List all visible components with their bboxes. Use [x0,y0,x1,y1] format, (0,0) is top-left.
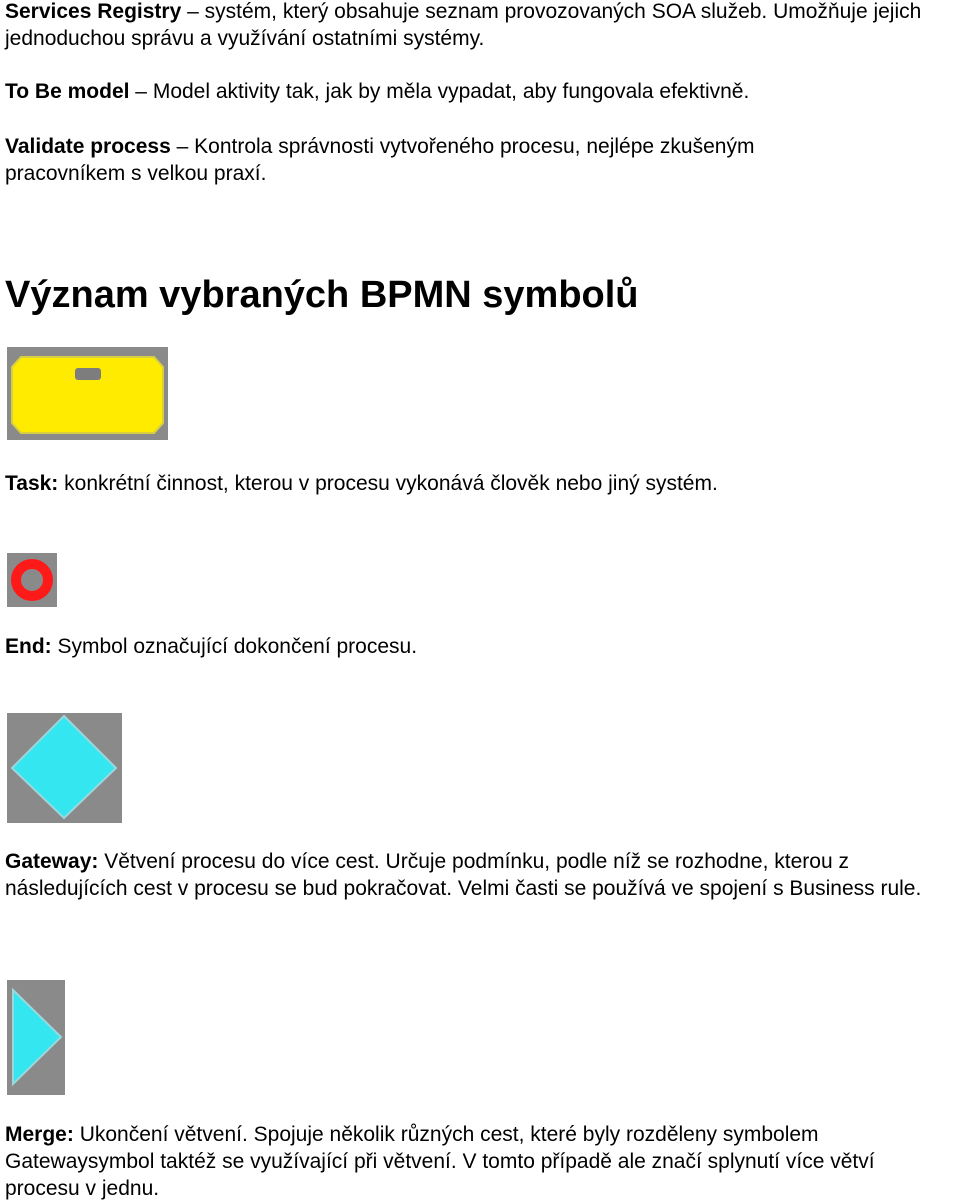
merge-triangle-icon [7,980,65,1095]
task-text: konkrétní činnost, kterou v procesu vykonává člověk nebo jiný systém. [64,472,718,495]
end-term: End: [5,635,52,658]
end-event-circle-icon [7,553,57,607]
task-rectangle-icon [7,347,168,440]
task-description [5,470,955,497]
validate-process-dash: – [176,135,189,158]
validate-process-text: Kontrola správnosti vytvořeného procesu, nejlépe zkušeným pracovníkem s velkou praxí. [5,135,755,185]
validate-process-paragraph [5,133,865,187]
end-text: Symbol označující dokončení procesu. [57,635,418,658]
merge-text: Ukončení větvení. Spojuje několik různých cest, které byly rozděleny symbolem Gatewaysymbol taktéž se využívající při větvení. V tomto případě ale značí splynutí více větví procesu v jednu. [5,1123,875,1200]
gateway-term: Gateway: [5,850,99,873]
gateway-text: Větvení procesu do více cest. Určuje podmínku, podle níž se rozhodne, kterou z následujících cest v procesu se bud pokračovat. Velmi časti se používá ve spojení s Business rule. [5,850,922,900]
section-heading: Význam vybraných BPMN symbolů [5,274,639,316]
to-be-model-dash: – [135,80,147,103]
validate-process-term: Validate process [5,135,171,158]
services-registry-text: systém, který obsahuje seznam provozovaných SOA služeb. Umožňuje jejich jednoduchou správu a využívání ostatními systémy. [5,0,922,50]
to-be-model-paragraph [5,78,955,105]
gateway-description [5,848,935,902]
to-be-model-term: To Be model [5,80,130,103]
task-term: Task: [5,472,59,495]
to-be-model-text: Model aktivity tak, jak by měla vypadat, aby fungovala efektivně. [152,80,750,103]
gateway-diamond-icon [7,713,122,823]
services-registry-term: Services Registry [5,0,182,23]
services-registry-dash: – [187,0,199,23]
services-registry-paragraph [5,0,955,52]
end-description [5,633,955,660]
merge-description [5,1121,930,1202]
merge-term: Merge: [5,1123,74,1146]
